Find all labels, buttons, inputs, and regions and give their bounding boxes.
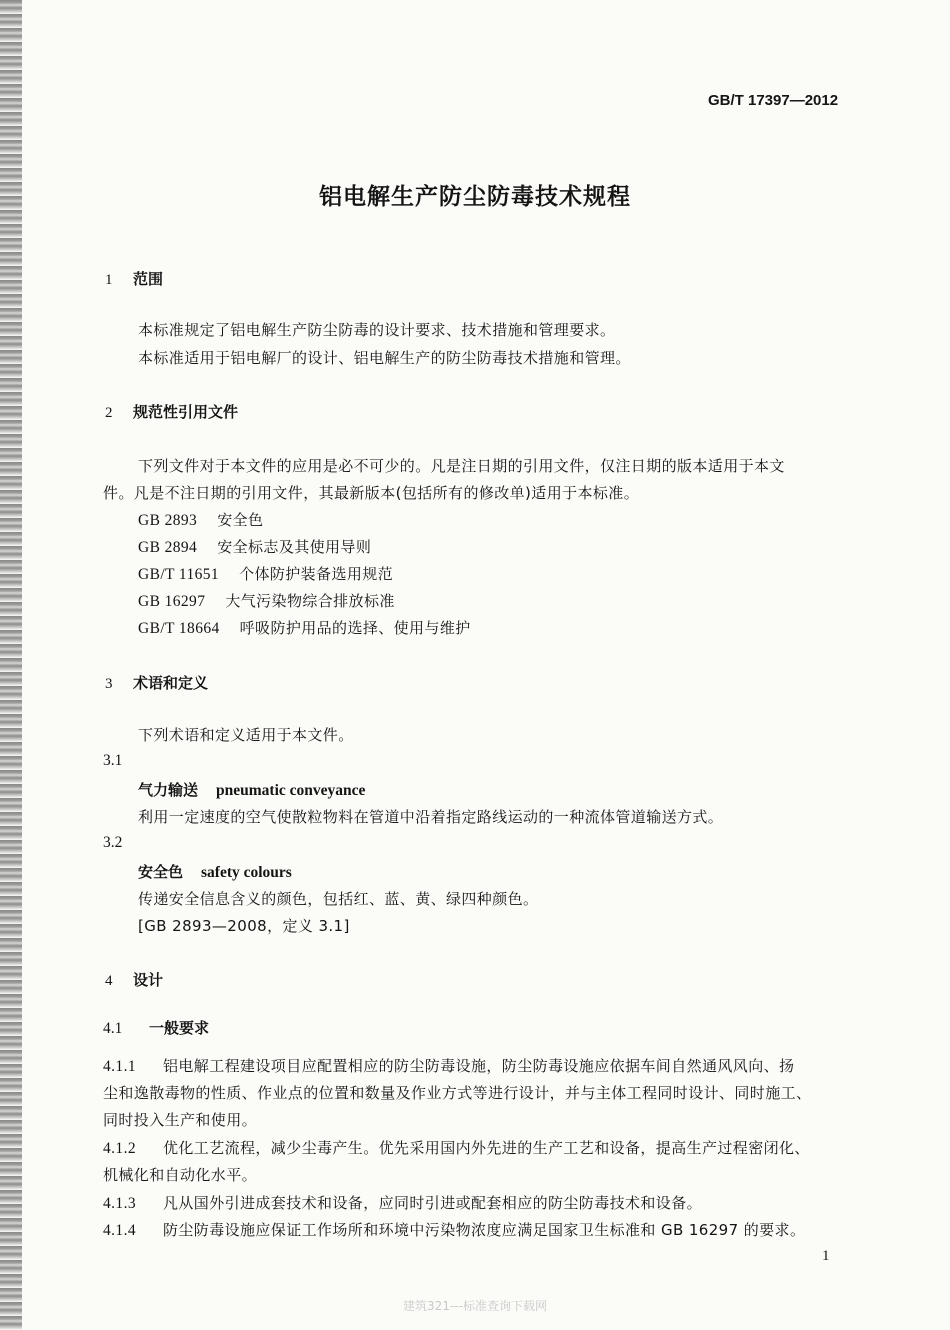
reference-code: GB 2894 [138, 539, 198, 556]
clause-line [103, 1192, 702, 1213]
reference-code: GB/T 11651 [138, 566, 220, 583]
reference-title: 呼吸防护用品的选择、使用与维护 [239, 619, 471, 637]
clause-text: 铝电解工程建设项目应配置相应的防尘防毒设施，防尘防毒设施应依据车间自然通风风向、扬 [163, 1057, 795, 1075]
clause-text: 凡从国外引进成套技术和设备，应同时引进或配套相应的防尘防毒技术和设备。 [163, 1194, 703, 1212]
clause-line: 尘和逸散毒物的性质、作业点的位置和数量及作业方式等进行设计，并与主体工程同时设计、同时施工、 [103, 1084, 812, 1102]
term-heading [138, 779, 365, 800]
reference-code: GB 16297 [138, 593, 206, 610]
page-number: 1 [822, 1248, 830, 1264]
subsection-number: 4.1 [103, 1020, 123, 1037]
term-number: 3.1 [103, 752, 123, 769]
document-title: 铝电解生产防尘防毒技术规程 [319, 184, 631, 210]
footer-watermark: 建筑321---标准查询下载网 [403, 1299, 547, 1313]
paragraph: 本标准适用于铝电解厂的设计、铝电解生产的防尘防毒技术措施和管理。 [138, 349, 631, 367]
section-heading-1 [105, 268, 163, 289]
reference-title: 个体防护装备选用规范 [239, 565, 394, 583]
reference-title: 安全色 [217, 511, 264, 529]
reference-code: GB 2893 [138, 512, 198, 529]
clause-line [103, 1137, 810, 1158]
clause-number: 4.1.2 [103, 1140, 136, 1157]
term-english: safety colours [201, 864, 292, 881]
clause-number: 4.1.4 [103, 1222, 136, 1239]
term-heading [138, 861, 292, 882]
reference-code: GB/T 18664 [138, 620, 220, 637]
paragraph: 下列术语和定义适用于本文件。 [138, 726, 354, 744]
section-number: 3 [105, 676, 113, 692]
term-definition: 利用一定速度的空气使散粒物料在管道中沿着指定路线运动的一种流体管道输送方式。 [138, 808, 724, 826]
reference-item [138, 617, 471, 638]
subsection-heading [103, 1017, 209, 1038]
clause-line: 机械化和自动化水平。 [103, 1166, 258, 1184]
term-definition: 传递安全信息含义的颜色，包括红、蓝、黄、绿四种颜色。 [138, 890, 539, 908]
section-title: 规范性引用文件 [133, 403, 239, 421]
clause-text: 防尘防毒设施应保证工作场所和环境中污染物浓度应满足国家卫生标准和 GB 16297 的要求。 [163, 1221, 806, 1239]
section-heading-4 [105, 969, 163, 990]
clause-line: 同时投入生产和使用。 [103, 1111, 258, 1129]
paragraph: 本标准规定了铝电解生产防尘防毒的设计要求、技术措施和管理要求。 [138, 321, 616, 339]
paragraph-line: 件。凡是不注日期的引用文件，其最新版本(包括所有的修改单)适用于本标准。 [103, 484, 640, 502]
clause-line [103, 1055, 794, 1076]
clause-text: 优化工艺流程，减少尘毒产生。优先采用国内外先进的生产工艺和设备，提高生产过程密闭化、 [163, 1139, 810, 1157]
reference-item [138, 536, 371, 557]
section-title: 范围 [133, 270, 164, 288]
section-title: 设计 [133, 971, 164, 989]
section-title: 术语和定义 [133, 674, 209, 692]
term-english: pneumatic conveyance [216, 782, 366, 799]
reference-title: 大气污染物综合排放标准 [225, 592, 395, 610]
term-chinese: 气力输送 [138, 781, 199, 799]
reference-item [138, 563, 393, 584]
subsection-title: 一般要求 [149, 1019, 210, 1037]
reference-item [138, 590, 395, 611]
clause-number: 4.1.1 [103, 1058, 136, 1075]
term-source: [GB 2893—2008，定义 3.1] [138, 917, 350, 935]
standard-code: GB/T 17397—2012 [708, 92, 839, 109]
section-number: 1 [105, 272, 113, 288]
reference-item [138, 509, 263, 530]
section-number: 2 [105, 405, 113, 421]
clause-number: 4.1.3 [103, 1195, 136, 1212]
paragraph-line: 下列文件对于本文件的应用是必不可少的。凡是注日期的引用文件，仅注日期的版本适用于本文 [138, 457, 785, 475]
term-number: 3.2 [103, 834, 123, 851]
section-number: 4 [105, 973, 113, 989]
clause-line [103, 1219, 805, 1240]
term-chinese: 安全色 [138, 863, 184, 881]
section-heading-2 [105, 401, 238, 422]
reference-title: 安全标志及其使用导则 [217, 538, 372, 556]
section-heading-3 [105, 672, 208, 693]
